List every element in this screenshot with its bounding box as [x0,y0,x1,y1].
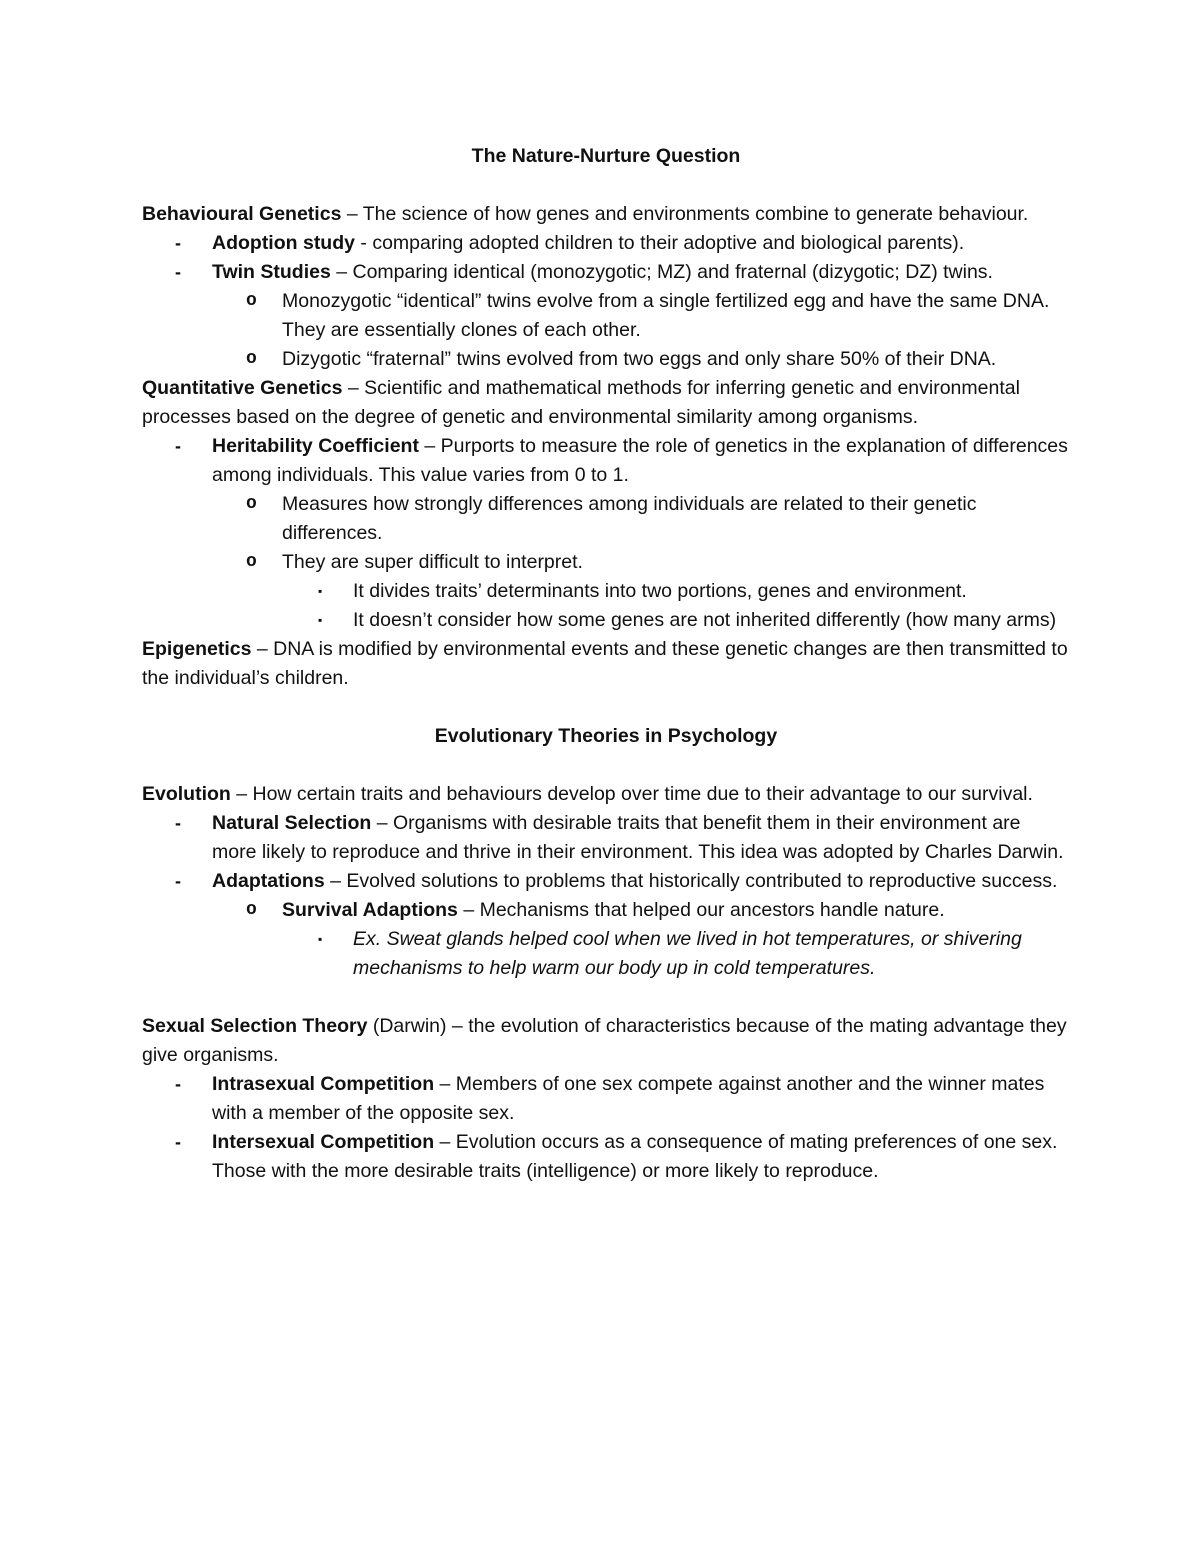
dash-bullet: - [175,1132,181,1152]
term-intrasexual-competition: Intrasexual Competition [212,1073,435,1095]
term-adaptations: Adaptations [212,870,325,892]
definition-natural-selection: – Organisms with desirable traits that benefit them in their environment are more likely to reproduce and thrive in their environment. This idea was adopted by Charles Darwin. [212,812,1064,863]
square-bullet: ▪ [318,613,323,627]
list-item-survival-adaptions [142,896,1070,925]
definition-quantitative-genetics: – Scientific and mathematical methods for inferring genetic and environmental processes based on the degree of genetic and environmental similarity among organisms. [142,377,1020,428]
text-not-consider: It doesn’t consider how some genes are not inherited differently (how many arms) [353,609,1057,631]
list-item-divides-traits [142,577,1070,606]
term-adoption-study: Adoption study [212,232,355,254]
list-quantitative-genetics [142,432,1070,635]
dash-bullet: - [175,233,181,253]
list-item-sweat-glands-example [142,925,1070,983]
term-twin-studies: Twin Studies [212,261,331,283]
definition-survival-adaptions: – Mechanisms that helped our ancestors handle nature. [457,899,945,921]
term-behavioural-genetics: Behavioural Genetics [142,203,342,225]
term-heritability-coefficient: Heritability Coefficient [212,435,419,457]
definition-sexual-selection-theory: – the evolution of characteristics because of the mating advantage they give organisms. [142,1015,1067,1066]
list-item-natural-selection [142,809,1070,867]
text-sweat-glands-example: Ex. Sweat glands helped cool when we lived in hot temperatures, or shivering mechanisms to help warm our body up in cold temperatures. [353,928,1022,979]
dash-bullet: - [175,1074,181,1094]
square-bullet: ▪ [318,932,323,946]
dash-bullet: - [175,436,181,456]
term-survival-adaptions: Survival Adaptions [282,899,458,921]
definition-epigenetics: – DNA is modified by environmental events and these genetic changes are then transmitted to the individual’s children. [142,638,1068,689]
paragraph-epigenetics [142,635,1070,693]
list-item-measures [142,490,1070,548]
paragraph-behavioural-genetics [142,200,1070,229]
definition-behavioural-genetics: – The science of how genes and environments combine to generate behaviour. [341,203,1029,225]
text-divides-traits: It divides traits’ determinants into two portions, genes and environment. [353,580,967,602]
paragraph-sexual-selection-theory [142,1012,1070,1070]
text-dizygotic: Dizygotic “fraternal” twins evolved from two eggs and only share 50% of their DNA. [282,348,997,370]
square-bullet: ▪ [318,584,323,598]
list-sexual-selection [142,1070,1070,1186]
list-item-adaptations [142,867,1070,896]
term-epigenetics: Epigenetics [142,638,252,660]
attribution-darwin: (Darwin) [367,1015,447,1037]
term-evolution: Evolution [142,783,231,805]
list-evolution [142,809,1070,983]
text-monozygotic: Monozygotic “identical” twins evolve from a single fertilized egg and have the same DNA. They are essentially clones of each other. [282,290,1050,341]
term-natural-selection: Natural Selection [212,812,372,834]
definition-evolution: – How certain traits and behaviours develop over time due to their advantage to our survival. [230,783,1033,805]
definition-heritability-coefficient: – Purports to measure the role of genetics in the explanation of differences among individuals. This value varies from 0 to 1. [212,435,1068,486]
circle-bullet: o [246,900,257,920]
definition-twin-studies: – Comparing identical (monozygotic; MZ) and fraternal (dizygotic; DZ) twins. [330,261,993,283]
definition-intrasexual-competition: – Members of one sex compete against another and the winner mates with a member of the opposite sex. [212,1073,1045,1124]
list-item-heritability-coefficient [142,432,1070,490]
term-quantitative-genetics: Quantitative Genetics [142,377,343,399]
definition-intersexual-competition: – Evolution occurs as a consequence of mating preferences of one sex. Those with the more desirable traits (intelligence) or more likely to reproduce. [212,1131,1058,1182]
list-item-intrasexual-competition [142,1070,1070,1128]
definition-adoption-study: - comparing adopted children to their adoptive and biological parents). [354,232,965,254]
list-behavioural-genetics [142,229,1070,374]
circle-bullet: o [246,349,257,369]
list-item-twin-studies [142,258,1070,287]
list-item-difficult [142,548,1070,577]
circle-bullet: o [246,494,257,514]
paragraph-quantitative-genetics [142,374,1070,432]
list-item-not-consider [142,606,1070,635]
definition-adaptations: – Evolved solutions to problems that historically contributed to reproductive success. [324,870,1058,892]
term-intersexual-competition: Intersexual Competition [212,1131,435,1153]
list-item-dizygotic [142,345,1070,374]
circle-bullet: o [246,291,257,311]
text-measures: Measures how strongly differences among individuals are related to their genetic differences. [282,493,977,544]
dash-bullet: - [175,871,181,891]
list-item-intersexual-competition [142,1128,1070,1186]
dash-bullet: - [175,262,181,282]
dash-bullet: - [175,813,181,833]
circle-bullet: o [246,552,257,572]
text-difficult: They are super difficult to interpret. [282,551,583,573]
section-title-nature-nurture: The Nature-Nurture Question [471,145,741,167]
list-item-monozygotic [142,287,1070,345]
paragraph-evolution [142,780,1070,809]
list-item-adoption-study [142,229,1070,258]
term-sexual-selection-theory: Sexual Selection Theory [142,1015,368,1037]
section-title-evolutionary-theories: Evolutionary Theories in Psychology [434,725,778,747]
